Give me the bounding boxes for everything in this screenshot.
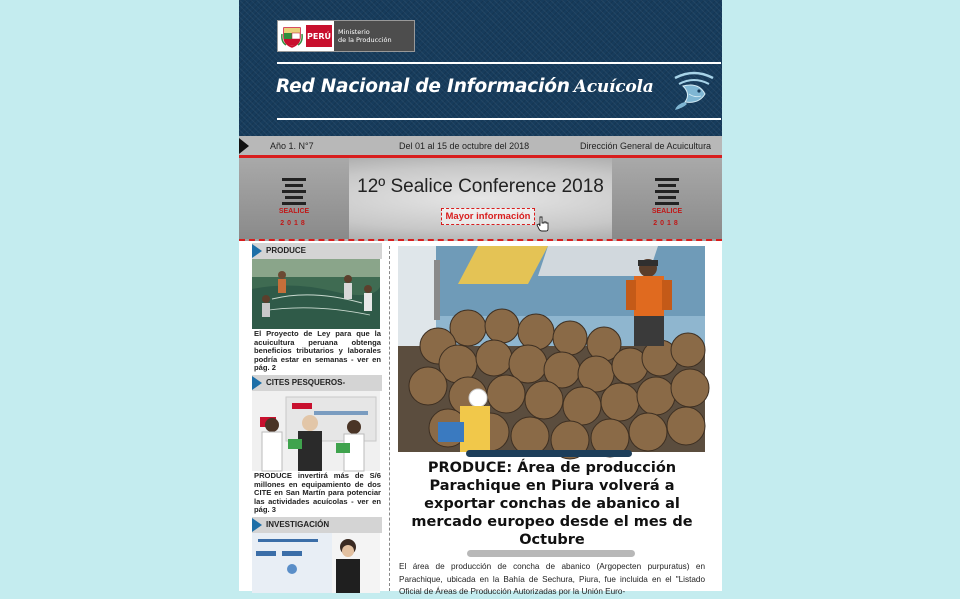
headline-separator — [467, 550, 635, 557]
sealice-logo-year: 2018 — [653, 220, 681, 227]
sealice-mark-icon — [652, 176, 682, 206]
triangle-marker-icon — [239, 138, 249, 154]
newsletter-page — [239, 0, 722, 596]
article-body: El área de producción de concha de abanico (Argopecten purpuratus) en Parachique, ubicada en la Bahía de Sechura, Piura, fue incluida en el "Listado Oficial de Áreas de Producción Autorizadas por la Unión Euro- — [399, 562, 705, 596]
sidebar-heading-label: INVESTIGACIÓN — [266, 520, 330, 529]
section-arrow-icon — [252, 376, 262, 390]
banner-title: 12º Sealice Conference 2018 — [357, 176, 604, 197]
fish-logo-icon — [669, 60, 719, 116]
sealice-logo-left — [239, 158, 349, 239]
section-arrow-icon — [252, 518, 262, 532]
sealice-logo-year: 2018 — [280, 220, 308, 227]
sealice-logo-word: SEALICE — [278, 208, 310, 215]
sidebar-photo-cites[interactable] — [252, 391, 380, 471]
sidebar — [252, 243, 382, 591]
sealice-mark-icon — [279, 176, 309, 206]
newsletter-header — [239, 0, 722, 136]
sidebar-heading-label: PRODUCE — [266, 246, 307, 255]
issue-info-bar — [239, 136, 722, 158]
publication-title-accent: Acuícola — [573, 77, 654, 97]
photo-accent-bar — [466, 450, 632, 457]
header-divider-bottom — [277, 118, 721, 120]
sidebar-photo-fishfarm[interactable] — [252, 259, 380, 329]
issue-date: Del 01 al 15 de octubre del 2018 — [399, 141, 530, 151]
sidebar-photo-investigacion[interactable] — [252, 533, 380, 593]
issue-number: Año 1. N°7 — [270, 141, 314, 151]
main-article-photo[interactable] — [398, 246, 705, 452]
publication-title — [276, 76, 654, 97]
ministry-name — [334, 21, 414, 51]
header-divider-top — [277, 62, 721, 64]
sidebar-heading-investigacion[interactable] — [252, 517, 382, 533]
peru-label: PERÚ — [306, 25, 332, 47]
coat-of-arms-icon — [281, 24, 303, 48]
more-info-button[interactable]: Mayor información — [441, 208, 535, 225]
sidebar-heading-produce[interactable] — [252, 243, 382, 259]
publication-title-main: Red Nacional de Información — [276, 76, 570, 97]
section-arrow-icon — [252, 244, 262, 258]
ministry-logo[interactable] — [277, 20, 415, 52]
sealice-logo-word: SEALICE — [651, 208, 683, 215]
ministry-line1: Ministerio — [338, 28, 370, 36]
article-headline[interactable]: PRODUCE: Área de producción Parachique en Piura volverá a exportar conchas de abanico al mercado europeo desde el mes de Octubre — [411, 460, 693, 548]
sealice-banner[interactable] — [239, 158, 722, 241]
sidebar-heading-cites[interactable] — [252, 375, 382, 391]
sidebar-caption-cites[interactable]: PRODUCE invertirá más de S/6 millones en equipamiento de dos CITE en San Martín para potenciar las actividades acuícolas - ver en pág. 3 — [254, 471, 381, 515]
ministry-line2: de la Producción — [338, 36, 392, 44]
sidebar-heading-label: CITES PESQUEROS- — [266, 378, 346, 387]
sealice-logo-right — [612, 158, 722, 239]
hand-cursor-icon — [536, 216, 550, 232]
column-divider — [389, 246, 390, 591]
sidebar-caption-produce[interactable]: El Proyecto de Ley para que la acuicultura peruana obtenga beneficios tributarios y laborales podría estar en semanas - ver en pág. 2 — [254, 329, 381, 373]
issue-department: Dirección General de Acuicultura — [580, 141, 712, 151]
